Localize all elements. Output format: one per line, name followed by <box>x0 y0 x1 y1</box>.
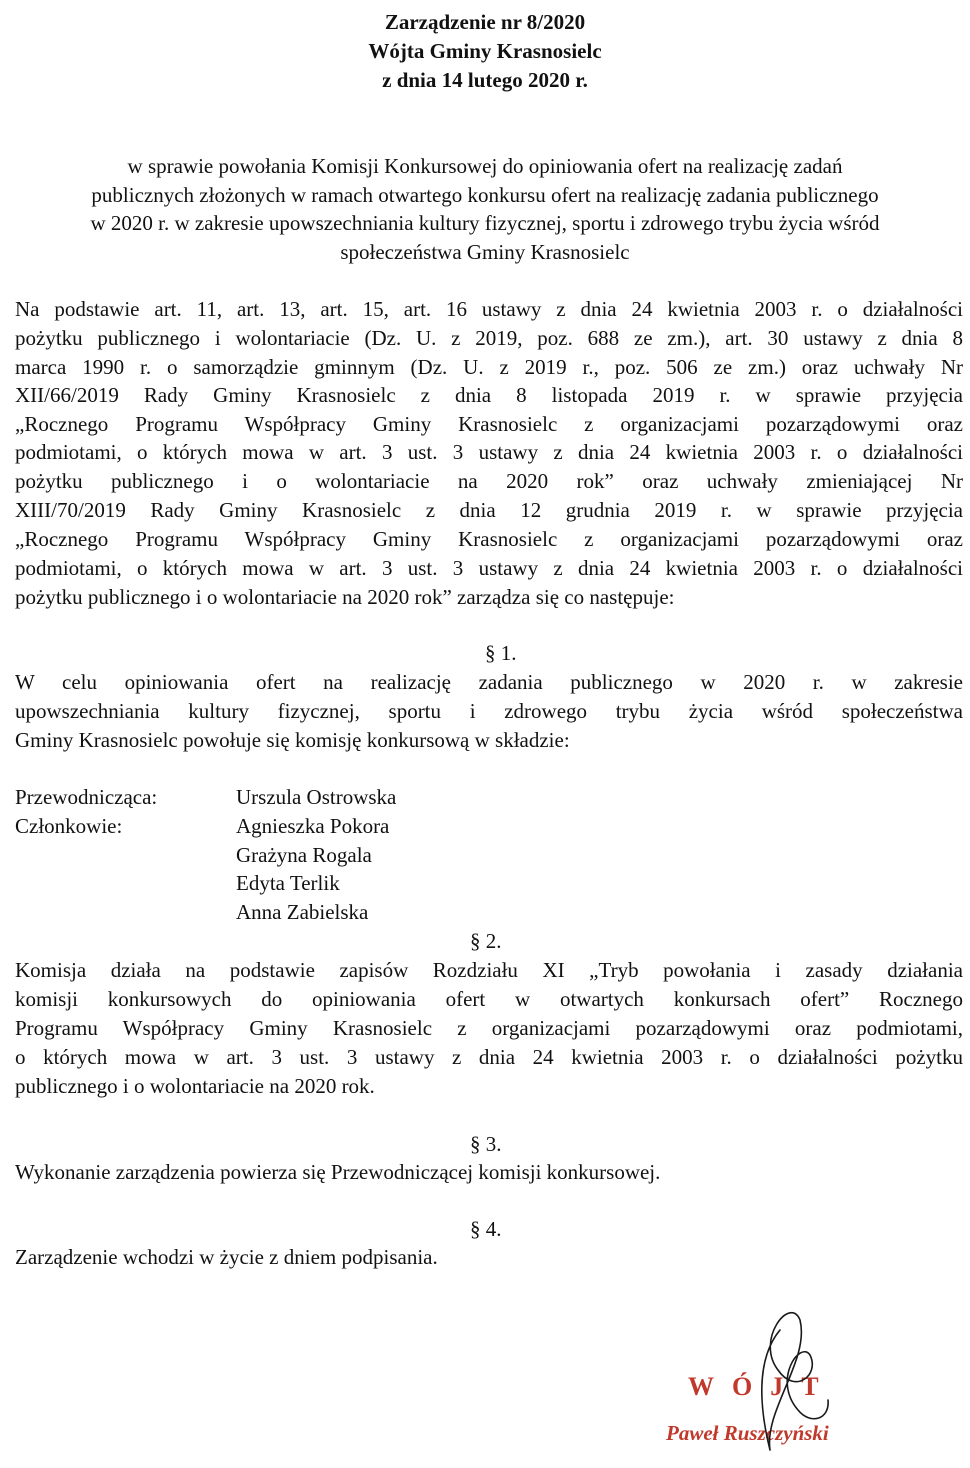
basis-line: XII/66/2019 Rady Gminy Krasnosielc z dnia 8 listopada 2019 r. w sprawie przyjęcia <box>15 383 963 407</box>
subject-line: społeczeństwa Gminy Krasnosielc <box>340 240 630 264</box>
members-label: Członkowie: <box>15 814 123 838</box>
basis-line: podmiotami, o których mowa w art. 3 ust. 3 ustawy z dnia 24 kwietnia 2003 r. o działalności <box>15 440 963 464</box>
section-2-line: o których mowa w art. 3 ust. 3 ustawy z dnia 24 kwietnia 2003 r. o działalności pożytku <box>15 1045 963 1069</box>
section-3-text: Wykonanie zarządzenia powierza się Przewodniczącej komisji konkursowej. <box>15 1160 661 1184</box>
signature-stamp <box>660 1300 880 1460</box>
section-2-line: komisji konkursowych do opiniowania ofert w otwartych konkursach ofert” Rocznego <box>15 987 963 1011</box>
section-2-line: publicznego i o wolontariacie na 2020 rok. <box>15 1074 375 1098</box>
document-title: Zarządzenie nr 8/2020 <box>384 10 586 34</box>
section-4-heading: § 4. <box>470 1217 502 1241</box>
basis-line: XIII/70/2019 Rady Gminy Krasnosielc z dnia 12 grudnia 2019 r. w sprawie przyjęcia <box>15 498 963 522</box>
document-issuer: Wójta Gminy Krasnosielc <box>368 39 602 63</box>
basis-line: Na podstawie art. 11, art. 13, art. 15, art. 16 ustawy z dnia 24 kwietnia 2003 r. o działalności <box>15 297 963 321</box>
basis-line: „Rocznego Programu Współpracy Gminy Krasnosielc z organizacjami pozarządowymi oraz <box>15 412 963 436</box>
basis-line: pożytku publicznego i o wolontariacie na 2020 rok” zarządza się co następuje: <box>15 585 675 609</box>
section-3-heading: § 3. <box>470 1132 502 1156</box>
section-1-line: Gminy Krasnosielc powołuje się komisję konkursową w składzie: <box>15 728 570 752</box>
section-1-heading: § 1. <box>485 641 517 665</box>
basis-line: pożytku publicznego i wolontariacie (Dz. U. z 2019, poz. 688 ze zm.), art. 30 ustawy z dnia 8 <box>15 326 963 350</box>
member-name: Agnieszka Pokora <box>236 814 390 838</box>
signature-stamp-graphic <box>660 1300 880 1460</box>
section-2-heading: § 2. <box>470 929 502 953</box>
member-name: Anna Zabielska <box>236 900 369 924</box>
basis-line: pożytku publicznego i o wolontariacie na 2020 rok” oraz uchwały zmieniającej Nr <box>15 469 963 493</box>
section-1-line: upowszechniania kultury fizycznej, sportu i zdrowego trybu życia wśród społeczeństwa <box>15 699 963 723</box>
member-name: Edyta Terlik <box>236 871 340 895</box>
section-1-line: W celu opiniowania ofert na realizację zadania publicznego w 2020 r. w zakresie <box>15 670 963 694</box>
subject-line: w 2020 r. w zakresie upowszechniania kultury fizycznej, sportu i zdrowego trybu życia wśród <box>90 211 880 235</box>
section-4-text: Zarządzenie wchodzi w życie z dniem podpisania. <box>15 1245 438 1269</box>
basis-line: podmiotami, o których mowa w art. 3 ust. 3 ustawy z dnia 24 kwietnia 2003 r. o działalności <box>15 556 963 580</box>
basis-line: marca 1990 r. o samorządzie gminnym (Dz. U. z 2019 r., poz. 506 ze zm.) oraz uchwały Nr <box>15 355 963 379</box>
section-2-line: Programu Współpracy Gminy Krasnosielc z organizacjami pozarządowymi oraz podmiotami, <box>15 1016 963 1040</box>
chair-name: Urszula Ostrowska <box>236 785 397 809</box>
subject-line: w sprawie powołania Komisji Konkursowej do opiniowania ofert na realizację zadań <box>127 154 843 178</box>
member-name: Grażyna Rogala <box>236 843 372 867</box>
section-2-line: Komisja działa na podstawie zapisów Rozdziału XI „Tryb powołania i zasady działania <box>15 958 963 982</box>
stamp-name: Paweł Ruszczyński <box>666 1421 829 1445</box>
chair-label: Przewodnicząca: <box>15 785 158 809</box>
basis-line: „Rocznego Programu Współpracy Gminy Krasnosielc z organizacjami pozarządowymi oraz <box>15 527 963 551</box>
subject-line: publicznych złożonych w ramach otwartego konkursu ofert na realizację zadania publicznego <box>91 183 879 207</box>
document-date: z dnia 14 lutego 2020 r. <box>382 68 588 92</box>
stamp-title: WÓJT <box>688 1372 837 1401</box>
